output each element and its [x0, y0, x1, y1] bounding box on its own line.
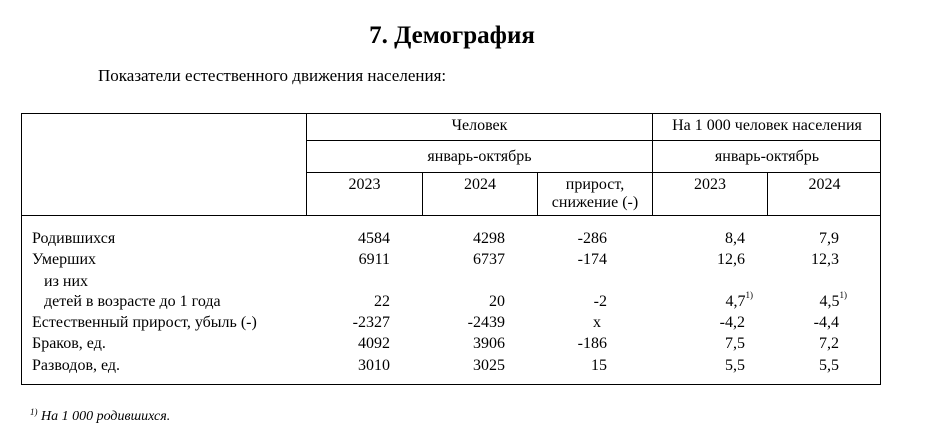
- cell-2024: 3025: [473, 357, 505, 374]
- cell-2024: 20: [489, 293, 505, 310]
- header-group-persons: Человек: [451, 117, 508, 134]
- cell-change: -174: [577, 251, 607, 268]
- header-bottom-line: [22, 215, 880, 216]
- cell-rate-2024: [820, 292, 848, 311]
- header-rate-2024: 2024: [808, 176, 841, 193]
- cell-rate-2024: 12,3: [811, 251, 839, 268]
- row-label: Умерших: [32, 251, 97, 268]
- table-row: [22, 292, 880, 311]
- cell-2024: -2439: [467, 314, 505, 331]
- table-row: [22, 250, 880, 269]
- footnote-marker: 1): [839, 290, 847, 300]
- row-label: Разводов, ед.: [32, 357, 121, 374]
- cell-rate-2024: 7,2: [819, 335, 839, 352]
- cell-rate-2023: 8,4: [725, 230, 745, 247]
- table-row: [22, 229, 880, 248]
- cell-rate-2023: 12,6: [717, 251, 745, 268]
- table-row: [22, 356, 880, 375]
- cell-value: 4,5: [819, 293, 840, 310]
- table-caption: Показатели естественного движения населения:: [98, 66, 447, 85]
- cell-2023: 3010: [358, 357, 390, 374]
- row-label: детей в возрасте до 1 года: [44, 293, 221, 310]
- footnote: [30, 409, 170, 425]
- cell-change: x: [593, 314, 601, 331]
- demography-table: [21, 113, 881, 385]
- cell-2023: 4584: [358, 230, 390, 247]
- header-period: январь-октябрь: [427, 148, 532, 165]
- cell-rate-2023: 5,5: [725, 357, 745, 374]
- cell-change: -2: [593, 293, 607, 310]
- header-divider: [306, 172, 881, 173]
- cell-rate-2024: 5,5: [819, 357, 839, 374]
- cell-2024: 4298: [473, 230, 505, 247]
- page-title: 7. Демография: [369, 22, 535, 49]
- header-group-per-thousand: На 1 000 человек населения: [672, 117, 862, 134]
- header-divider: [306, 140, 881, 141]
- cell-rate-2024: -4,4: [813, 314, 839, 331]
- cell-2024: 6737: [473, 251, 505, 268]
- cell-2023: 22: [374, 293, 390, 310]
- header-rate-2023: 2023: [694, 176, 726, 193]
- row-label: из них: [44, 273, 89, 290]
- header-period: январь-октябрь: [714, 148, 820, 165]
- header-change: [538, 176, 652, 212]
- cell-value: 4,7: [725, 293, 746, 310]
- cell-2023: -2327: [352, 314, 390, 331]
- header-change-line1: прирост,: [565, 176, 625, 193]
- row-label: Браков, ед.: [32, 335, 106, 352]
- cell-change: -286: [577, 230, 607, 247]
- table-row: [22, 313, 880, 332]
- table-row: [22, 334, 880, 353]
- cell-rate-2023: [726, 292, 754, 311]
- table-row: [22, 272, 880, 291]
- footnote-marker: 1): [30, 407, 38, 417]
- row-label: Естественный прирост, убыль (-): [32, 314, 257, 331]
- header-year-2024: 2024: [464, 176, 496, 193]
- footnote-text: На 1 000 родившихся.: [37, 409, 171, 424]
- row-label: Родившихся: [32, 230, 116, 247]
- cell-2024: 3906: [473, 335, 505, 352]
- cell-rate-2023: -4,2: [719, 314, 745, 331]
- cell-change: 15: [591, 357, 607, 374]
- footnote-marker: 1): [745, 290, 753, 300]
- header-year-2023: 2023: [348, 176, 381, 193]
- cell-2023: 6911: [358, 251, 390, 268]
- cell-rate-2024: 7,9: [819, 230, 839, 247]
- cell-2023: 4092: [358, 335, 390, 352]
- cell-rate-2023: 7,5: [725, 335, 745, 352]
- cell-change: -186: [577, 335, 607, 352]
- header-change-line2: снижение (-): [551, 194, 639, 211]
